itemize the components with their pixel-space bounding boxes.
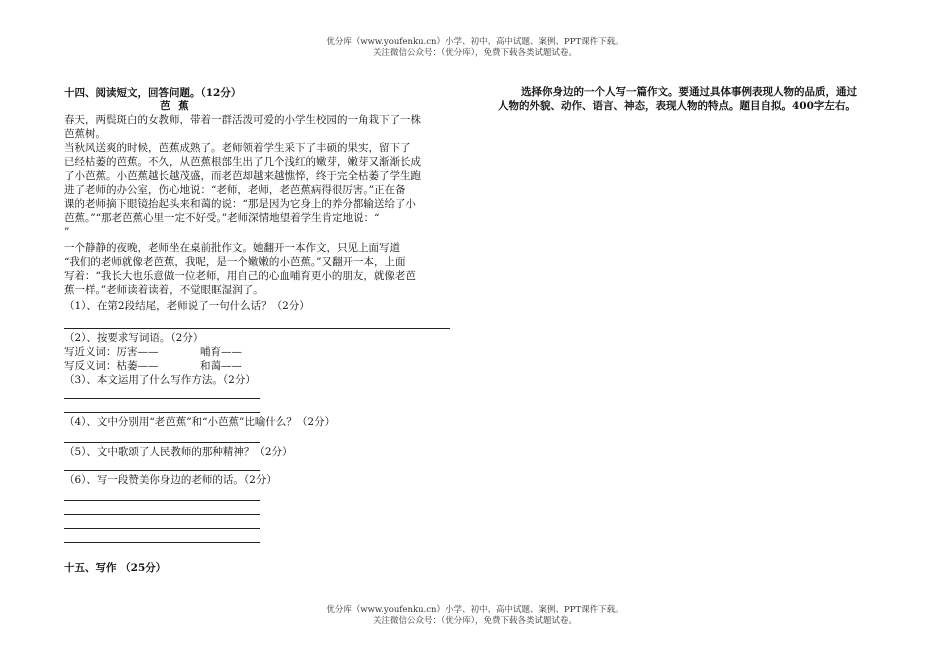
paragraph-2-line-1: 当秋风送爽的时候，芭蕉成熟了。老师领着学生采下了丰硕的果实，留下了 (64, 142, 411, 154)
footer-line-1: 优分库（www.youfenku.cn）小学、初中、高中试题、案例、PPT课件下载。 (326, 605, 624, 615)
paragraph-2-line-2: 已经枯萎的芭蕉。不久，从芭蕉根部生出了几个浅红的嫩芽，嫩芽又渐渐长成 (64, 156, 421, 168)
answer-line-q6-3[interactable] (64, 528, 260, 529)
q2-antonym-label: 写反义词：枯萎—— (64, 360, 159, 372)
paragraph-3-line-4: 蕉一样。”老师读着读着，不觉眼眶湿润了。 (64, 284, 264, 296)
page-footer (0, 605, 950, 627)
page-header (0, 37, 950, 59)
answer-line-q3-1[interactable] (64, 398, 260, 399)
question-1: （1）、在第2段结尾，老师说了一句什么话？（2分） (64, 300, 310, 312)
article-title: 芭 蕉 (160, 100, 191, 112)
answer-line-q5[interactable] (64, 470, 260, 471)
question-5: （5）、文中歌颂了人民教师的那种精神？（2分） (64, 446, 293, 458)
question-3: （3）、本文运用了什么写作方法。（2分） (64, 374, 256, 386)
section14-title: 十四、阅读短文，回答问题。（12分） (64, 87, 242, 99)
paragraph-2-line-3: 了小芭蕉。小芭蕉越长越茂盛，而老芭却越来越憔悴，终于完全枯萎了学生跑 (64, 170, 421, 182)
paragraph-2-line-5: 课的老师摘下眼镜抬起头来和蔼的说：“那是因为它身上的养分都输送给了小 (64, 198, 416, 210)
answer-line-q4[interactable] (64, 442, 260, 443)
answer-line-q3-2[interactable] (64, 412, 260, 413)
answer-line-q6-2[interactable] (64, 514, 260, 515)
header-line-1: 优分库（www.youfenku.cn）小学、初中、高中试题、案例、PPT课件下载。 (326, 37, 624, 47)
paragraph-2-line-7: ” (64, 226, 70, 238)
header-line-2: 关注微信公众号：（优分库），免费下载各类试题试卷。 (372, 48, 577, 58)
section15-title: 十五、写作 （25分） (64, 562, 167, 574)
answer-line-q6-4[interactable] (64, 542, 260, 543)
paragraph-3-line-3: 写着：“我长大也乐意做一位老师，用自己的心血哺育更小的朋友，就像老芭 (64, 270, 416, 282)
writing-prompt-line-1: 选择你身边的一个人写一篇作文。要通过具体事例表现人物的品质，通过 (521, 86, 857, 98)
q2-synonym-word-2: 哺育—— (200, 346, 242, 358)
paragraph-1-line-1: 春天，两鬓斑白的女教师，带着一群活泼可爱的小学生校园的一角栽下了一株 (64, 114, 421, 126)
paragraph-3-line-2: “我们的老师就像老芭蕉，我呢，是一个嫩嫩的小芭蕉。”又翻开一本，上面 (64, 256, 406, 268)
writing-prompt-line-2: 人物的外貌、动作、语言、神态，表现人物的特点。题目自拟。400字左右。 (498, 100, 856, 112)
paragraph-1-line-2: 芭蕉树。 (64, 128, 106, 140)
footer-line-2: 关注微信公众号：（优分库），免费下载各类试题试卷。 (372, 616, 577, 626)
paragraph-3-line-1: 一个静静的夜晚，老师坐在桌前批作文。她翻开一本作文，只见上面写道 (64, 242, 400, 254)
paragraph-2-line-6: 芭蕉。”“那老芭蕉心里一定不好受。”老师深情地望着学生肯定地说：“ (64, 212, 380, 224)
question-6: （6）、写一段赞美你身边的老师的话。（2分） (64, 474, 277, 486)
question-2: （2）、按要求写词语。（2分） (64, 332, 204, 344)
question-4: （4）、文中分别用“老芭蕉”和“小芭蕉”比喻什么？（2分） (64, 416, 336, 428)
answer-line-q1[interactable] (64, 328, 450, 329)
paragraph-2-line-4: 进了老师的办公室，伤心地说：“老师，老师，老芭蕉病得很厉害。”正在备 (64, 184, 406, 196)
q2-synonym-label: 写近义词：厉害—— (64, 346, 159, 358)
answer-line-q6-1[interactable] (64, 500, 260, 501)
q2-antonym-word-2: 和蔼—— (200, 360, 242, 372)
